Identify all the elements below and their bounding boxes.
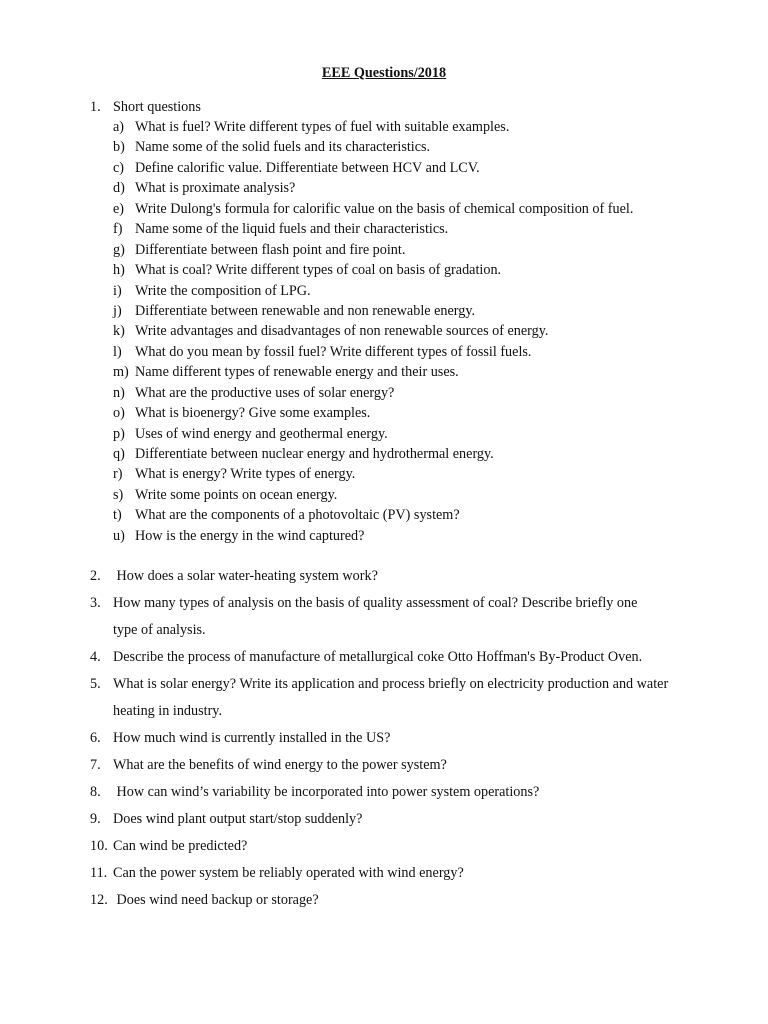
- question-number: 4.: [90, 649, 101, 665]
- short-question-text: Write advantages and disadvantages of non renewable sources of energy.: [135, 323, 549, 340]
- question-text-continuation: heating in industry.: [113, 703, 223, 719]
- question-row: [90, 806, 720, 833]
- question-row: [90, 752, 720, 779]
- short-question-letter: o): [113, 405, 125, 422]
- question-item: [90, 806, 720, 833]
- question-row: [90, 671, 720, 698]
- short-question-item: [90, 117, 730, 137]
- short-question-item: [90, 199, 730, 219]
- short-question-letter: a): [113, 119, 125, 135]
- short-question-text: What is fuel? Write different types of fuel with suitable examples.: [135, 119, 510, 135]
- question-number: 3.: [90, 595, 101, 611]
- short-question-text: What is bioenergy? Give some examples.: [135, 405, 371, 422]
- question-text: How many types of analysis on the basis of quality assessment of coal? Describe briefly one: [113, 595, 638, 611]
- short-question-item: [90, 526, 730, 546]
- question-text: What is solar energy? Write its application and process briefly on electricity production and water: [113, 676, 669, 692]
- question-row: [90, 779, 720, 806]
- short-question-letter: h): [113, 262, 125, 279]
- question-1-heading-row: [90, 97, 730, 117]
- question-item: [90, 752, 720, 779]
- short-question-item: [90, 485, 730, 505]
- short-question-letter: t): [113, 507, 122, 524]
- short-question-item: [90, 403, 730, 423]
- short-question-item: [90, 464, 730, 484]
- question-text: Describe the process of manufacture of metallurgical coke Otto Hoffman's By-Product Oven.: [113, 649, 643, 665]
- question-row: [90, 590, 720, 617]
- short-question-letter: k): [113, 323, 125, 340]
- short-question-text: Write Dulong's formula for calorific value on the basis of chemical composition of fuel.: [135, 200, 634, 217]
- question-text: Does wind plant output start/stop suddenly?: [113, 811, 363, 827]
- short-question-text: Name some of the solid fuels and its characteristics.: [135, 139, 431, 156]
- short-question-item: [90, 301, 730, 321]
- question-number: 7.: [90, 757, 101, 773]
- short-question-letter: p): [113, 425, 125, 442]
- question-item: [90, 590, 720, 644]
- question-text: How does a solar water-heating system work?: [113, 568, 378, 584]
- question-number: 8.: [90, 784, 101, 800]
- short-question-letter: e): [113, 200, 125, 217]
- question-row: [90, 725, 720, 752]
- question-text: Does wind need backup or storage?: [113, 892, 319, 908]
- question-item: [90, 725, 720, 752]
- short-question-text: What are the productive uses of solar energy?: [135, 384, 395, 401]
- short-question-item: [90, 321, 730, 341]
- short-question-item: [90, 281, 730, 301]
- short-question-item: [90, 219, 730, 239]
- short-question-letter: r): [113, 466, 123, 483]
- questions-list: [90, 563, 720, 914]
- question-item: [90, 671, 720, 725]
- short-question-item: [90, 158, 730, 178]
- short-question-text: What is coal? Write different types of coal on basis of gradation.: [135, 262, 502, 279]
- short-question-item: [90, 444, 730, 464]
- short-question-text: Differentiate between nuclear energy and hydrothermal energy.: [135, 446, 494, 462]
- question-row: [90, 887, 720, 914]
- document-title: EEE Questions/2018: [321, 65, 447, 81]
- short-question-letter: i): [113, 282, 122, 299]
- question-item: [90, 860, 720, 887]
- short-question-item: [90, 424, 730, 444]
- short-question-text: What are the components of a photovoltaic (PV) system?: [135, 507, 460, 524]
- question-number: 1.: [90, 99, 101, 115]
- short-question-text: Differentiate between flash point and fire point.: [135, 241, 406, 258]
- short-question-text: Differentiate between renewable and non renewable energy.: [135, 302, 476, 319]
- question-1-heading: Short questions: [113, 99, 201, 115]
- short-question-text: Define calorific value. Differentiate between HCV and LCV.: [135, 159, 480, 176]
- question-row: [90, 833, 720, 860]
- question-text: What are the benefits of wind energy to the power system?: [113, 757, 447, 773]
- short-question-text: What is energy? Write types of energy.: [135, 466, 356, 483]
- short-question-text: Write some points on ocean energy.: [135, 486, 338, 503]
- short-question-item: [90, 383, 730, 403]
- question-number: 5.: [90, 676, 101, 692]
- question-text: How can wind’s variability be incorporated into power system operations?: [113, 784, 540, 800]
- short-question-letter: d): [113, 180, 125, 197]
- question-1: [90, 97, 730, 546]
- question-text-continuation: type of analysis.: [113, 622, 206, 638]
- short-question-letter: f): [113, 221, 123, 238]
- short-question-item: [90, 342, 730, 362]
- question-item: [90, 779, 720, 806]
- short-questions-list: [90, 117, 730, 546]
- question-number: 12.: [90, 892, 108, 908]
- question-item: [90, 563, 720, 590]
- short-question-item: [90, 505, 730, 525]
- short-question-text: Name some of the liquid fuels and their characteristics.: [135, 221, 449, 238]
- short-question-text: What is proximate analysis?: [135, 180, 296, 197]
- short-question-text: Name different types of renewable energy and their uses.: [135, 364, 459, 381]
- short-question-item: [90, 178, 730, 198]
- short-question-text: How is the energy in the wind captured?: [135, 527, 365, 544]
- short-question-item: [90, 240, 730, 260]
- short-question-text: Uses of wind energy and geothermal energy.: [135, 425, 388, 442]
- short-question-letter: j): [113, 302, 122, 319]
- short-question-letter: u): [113, 527, 125, 544]
- question-row: [90, 860, 720, 887]
- short-question-text: What do you mean by fossil fuel? Write different types of fossil fuels.: [135, 343, 532, 360]
- short-question-letter: c): [113, 159, 125, 176]
- question-number: 10.: [90, 838, 108, 854]
- short-question-letter: q): [113, 446, 125, 462]
- question-row: [90, 644, 720, 671]
- question-number: 6.: [90, 730, 101, 746]
- short-question-letter: s): [113, 486, 124, 503]
- question-number: 11.: [90, 865, 108, 881]
- question-item: [90, 833, 720, 860]
- question-item: [90, 644, 720, 671]
- short-question-text: Write the composition of LPG.: [135, 282, 311, 299]
- short-question-item: [90, 362, 730, 382]
- question-number: 2.: [90, 568, 101, 584]
- short-question-item: [90, 260, 730, 280]
- question-row: [90, 563, 720, 590]
- short-question-letter: g): [113, 241, 125, 258]
- short-question-item: [90, 137, 730, 157]
- short-question-letter: l): [113, 343, 122, 360]
- short-question-letter: n): [113, 384, 125, 401]
- question-number: 9.: [90, 811, 101, 827]
- question-text: How much wind is currently installed in the US?: [113, 730, 391, 746]
- short-question-letter: b): [113, 139, 125, 156]
- short-question-letter: m): [113, 364, 129, 381]
- question-text: Can the power system be reliably operated with wind energy?: [113, 865, 464, 881]
- question-item: [90, 887, 720, 914]
- question-text: Can wind be predicted?: [113, 838, 248, 854]
